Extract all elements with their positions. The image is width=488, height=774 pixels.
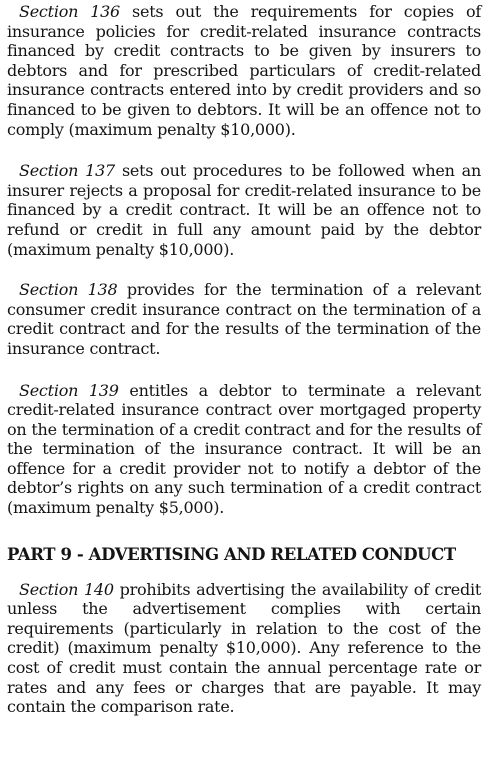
paragraph-body: sets out the requirements for copies of insurance policies for credit-related insurance contracts financed by credit contracts to be given by insurers to debtors and for prescribed particulars of credit-related insurance contracts entered into by credit providers and so financed to be given to debtors. It will be an offence not to comply (maximum penalty $10,000).: [7, 2, 481, 139]
section-reference: Section 138: [19, 280, 118, 300]
part-heading: PART 9 - ADVERTISING AND RELATED CONDUCT: [7, 544, 456, 564]
paragraph-section-137: [7, 161, 481, 259]
paragraph-body: prohibits advertising the availability of credit unless the advertisement complies with certain requirements (particularly in relation to the cost of the credit) (maximum penalty $10,000). Any reference to the cost of credit must contain the annual percentage rate or rates and any fees or charges that are payable. It may contain the comparison rate.: [7, 579, 481, 717]
section-reference: Section 136: [19, 2, 120, 21]
document-page: [7, 2, 481, 717]
paragraph-section-140: [7, 580, 481, 717]
paragraph-body: entitles a debtor to terminate a relevant credit-related insurance contract over mortgaged property on the termination of a credit contract and for the results of the termination of the insurance contract. It will be an offence for a credit provider not to notify a debtor of the debtor’s rights on any such termination of a credit contract (maximum penalty $5,000).: [7, 380, 482, 518]
section-reference: Section 137: [19, 161, 115, 181]
paragraph-section-138: [7, 280, 481, 358]
section-reference: Section 140: [19, 579, 114, 599]
paragraph-section-139: [7, 381, 481, 518]
section-reference: Section 139: [19, 380, 119, 400]
paragraph-body: provides for the termination of a relevant consumer credit insurance contract on the termination of a credit contract and for the results of the termination of the insurance contract.: [7, 280, 481, 358]
paragraph-section-136: [7, 2, 481, 139]
paragraph-body: sets out procedures to be followed when an insurer rejects a proposal for credit-related insurance to be financed by a credit contract. It will be an offence not to refund or credit in full any amount paid by the debtor (maximum penalty $10,000).: [7, 161, 482, 259]
